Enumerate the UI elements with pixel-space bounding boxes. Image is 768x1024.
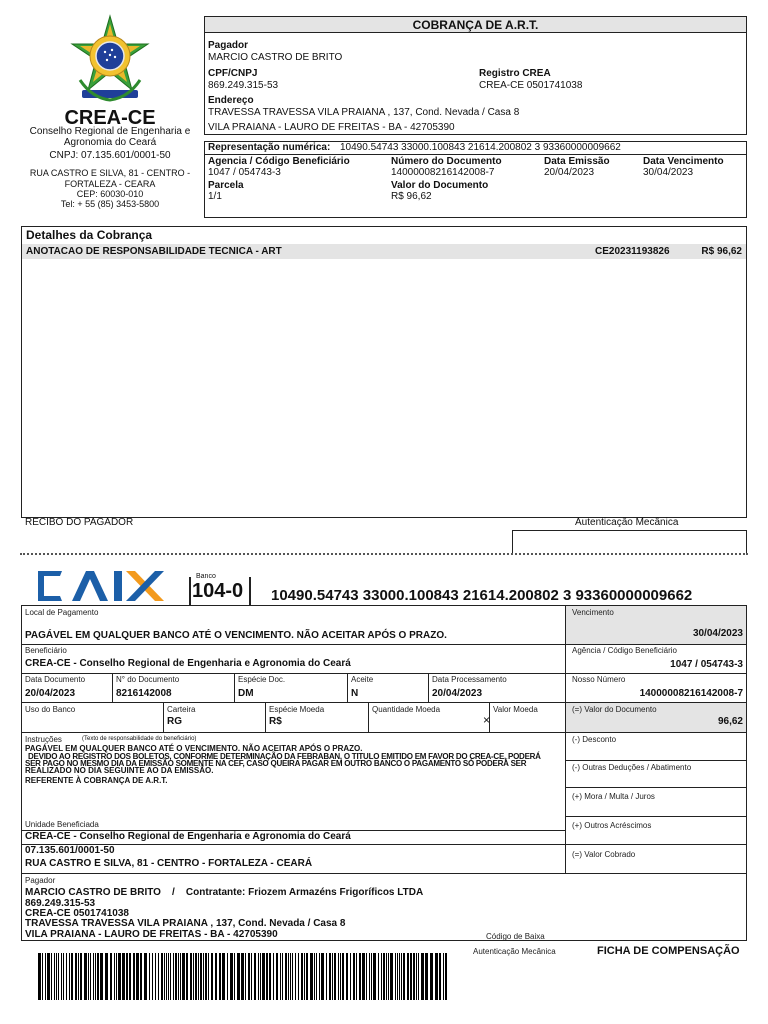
agencia-label: Agência / Código Beneficiário	[572, 646, 677, 655]
art-cpf-label: CPF/CNPJ	[208, 68, 258, 79]
ndoc-value: 8216142008	[116, 688, 172, 699]
details-box	[21, 226, 747, 518]
auth-label: Autenticação Mecânica	[473, 947, 556, 956]
ndoc-label: N° do Documento	[116, 675, 180, 684]
pagador-label: Pagador	[25, 876, 56, 885]
especie-label: Espécie Doc.	[238, 675, 286, 684]
desconto-label: (-) Desconto	[572, 735, 617, 744]
instr-line5: REFERENTE À COBRANÇA DE A.R.T.	[25, 776, 168, 785]
brasil-crest-icon	[62, 14, 158, 106]
instr-note: (Texto de responsabilidade do beneficiário)	[82, 736, 197, 742]
art-emissao: 20/04/2023	[544, 167, 595, 178]
art-registro: CREA-CE 0501741038	[479, 80, 583, 91]
art-parcela-label: Parcela	[208, 180, 244, 191]
instr-line2: DEVIDO AO REGISTRO DOS BOLETOS, CONFORME DETERMINAÇÃO DA FEBRABAN, O TITULO EMITIDO EM FAVOR DO CREA-CE, PODERÁ	[28, 752, 541, 761]
unidade-line3: RUA CASTRO E SILVA, 81 - CENTRO - FORTALEZA - CEARÁ	[25, 858, 313, 869]
venc-label: Vencimento	[572, 608, 614, 617]
ficha-label: FICHA DE COMPENSAÇÃO	[597, 945, 740, 957]
valormoeda-value: ×	[483, 713, 491, 727]
art-pagador: MARCIO CASTRO DE BRITO	[208, 52, 343, 63]
instr-line1: PAGÁVEL EM QUALQUER BANCO ATÉ O VENCIMENTO. NÃO ACEITAR APÓS O PRAZO.	[25, 744, 363, 753]
art-agencia: 1047 / 054743-3	[208, 167, 281, 178]
valordoc-label: (=) Valor do Documento	[572, 705, 657, 714]
issuer-cnpj: CNPJ: 07.135.601/0001-50	[49, 150, 171, 161]
aceite-label: Aceite	[351, 675, 374, 684]
valordoc-value: 96,62	[717, 716, 743, 727]
especie-value: DM	[238, 688, 254, 699]
nosso-value: 14000008216142008-7	[639, 688, 743, 699]
venc-value: 30/04/2023	[692, 628, 743, 639]
unidade-line2: 07.135.601/0001-50	[25, 845, 115, 856]
art-endereco-label: Endereço	[208, 95, 254, 106]
banco-code: 104-0	[192, 580, 244, 602]
instr-line3: SER PAGO NO MESMO DIA DA EMISSÃO SOMENTE NA CEF, CASO QUEIRA PAGAR EM OUTRO BANCO O PAGAMENTO SÓ PODERÁ SER	[25, 759, 527, 768]
codbaixa-label: Código de Baixa	[486, 932, 545, 941]
uso-label: Uso do Banco	[25, 705, 76, 714]
linha-digitavel: 10490.54743 33000.100843 21614.200802 3 93360000009662	[271, 587, 693, 604]
cobrado-label: (=) Valor Cobrado	[572, 850, 636, 859]
issuer-address-line1: RUA CASTRO E SILVA, 81 - CENTRO -	[29, 168, 191, 178]
nosso-label: Nosso Número	[572, 675, 626, 684]
pagador-line1: MARCIO CASTRO DE BRITO / Contratante: Friozem Armazéns Frigoríficos LTDA	[25, 887, 424, 898]
especiemoeda-label: Espécie Moeda	[269, 705, 325, 714]
art-title: COBRANÇA DE A.R.T.	[205, 17, 746, 33]
details-item-code: CE20231193826	[595, 246, 670, 257]
pagador-line5: VILA PRAIANA - LAURO DE FREITAS - BA - 42705390	[25, 929, 278, 940]
carteira-label: Carteira	[167, 705, 196, 714]
cut-line	[20, 553, 748, 555]
dataproc-value: 20/04/2023	[432, 688, 483, 699]
dataproc-label: Data Processamento	[432, 675, 507, 684]
unidade-label: Unidade Beneficiada	[25, 820, 99, 829]
caixa-logo	[36, 569, 168, 603]
instr-label: Instruções	[25, 735, 62, 744]
mora-label: (+) Mora / Multa / Juros	[572, 792, 655, 801]
unidade-line1: CREA-CE - Conselho Regional de Engenharia e Agronomia do Ceará	[25, 831, 351, 842]
aceite-value: N	[351, 688, 359, 699]
datadoc-label: Data Documento	[25, 675, 86, 684]
art-vencimento: 30/04/2023	[643, 167, 694, 178]
datadoc-value: 20/04/2023	[25, 688, 76, 699]
benef-label: Beneficiário	[25, 646, 67, 655]
issuer-address-line2: FORTALEZA - CEARA	[64, 179, 156, 189]
art-endereco-line2: VILA PRAIANA - LAURO DE FREITAS - BA - 42705390	[208, 122, 455, 133]
details-item-desc: ANOTACAO DE RESPONSABILIDADE TECNICA - ART	[26, 246, 282, 257]
art-cpf: 869.249.315-53	[208, 80, 279, 91]
banco-label: Banco	[196, 573, 216, 580]
art-valor: R$ 96,62	[391, 191, 432, 202]
art-pagador-label: Pagador	[208, 40, 249, 51]
pagador-line3: CREA-CE 0501741038	[25, 908, 129, 919]
recibo-auth-box	[512, 530, 747, 555]
recibo-label: RECIBO DO PAGADOR	[25, 517, 134, 528]
details-item-value: R$ 96,62	[701, 246, 742, 257]
deducoes-label: (-) Outras Deduções / Abatimento	[572, 763, 692, 772]
art-valor-label: Valor do Documento	[391, 180, 489, 191]
details-title: Detalhes da Cobrança	[26, 228, 153, 242]
issuer-phone: Tel: + 55 (85) 3453-5800	[60, 199, 160, 209]
pagador-line2: 869.249.315-53	[25, 898, 96, 909]
pagador-line4: TRAVESSA TRAVESSA VILA PRAIANA , 137, Cond. Nevada / Casa 8	[25, 918, 346, 929]
qtd-label: Quantidade Moeda	[372, 705, 441, 714]
agencia-value: 1047 / 054743-3	[670, 659, 743, 670]
issuer-fullname: Conselho Regional de Engenharia e Agronomia do Ceará	[29, 126, 191, 148]
art-representacao: 10490.54743 33000.100843 21614.200802 3 93360000009662	[340, 142, 621, 153]
art-numdoc-label: Número do Documento	[391, 156, 502, 167]
issuer-cep: CEP: 60030-010	[76, 189, 144, 199]
art-endereco-line1: TRAVESSA TRAVESSA VILA PRAIANA , 137, Cond. Nevada / Casa 8	[208, 107, 520, 118]
instr-line4: REALIZADO NO DIA SEGUINTE AO DA EMISSÃO.	[25, 766, 214, 775]
recibo-auth-label: Autenticação Mecânica	[575, 517, 679, 528]
art-representacao-label: Representação numérica:	[208, 142, 331, 153]
benef-value: CREA-CE - Conselho Regional de Engenharia e Agronomia do Ceará	[25, 658, 351, 669]
barcode	[38, 953, 450, 1000]
art-emissao-label: Data Emissão	[544, 156, 610, 167]
art-numdoc: 14000008216142008-7	[391, 167, 495, 178]
especiemoeda-value: R$	[269, 716, 282, 727]
issuer-name: CREA-CE	[64, 107, 156, 129]
carteira-value: RG	[167, 716, 182, 727]
local-label: Local de Pagamento	[25, 608, 99, 617]
acrescimos-label: (+) Outros Acréscimos	[572, 821, 652, 830]
art-registro-label: Registro CREA	[479, 68, 551, 79]
local-value: PAGÁVEL EM QUALQUER BANCO ATÉ O VENCIMENTO. NÃO ACEITAR APÓS O PRAZO.	[25, 630, 447, 641]
art-vencimento-label: Data Vencimento	[643, 156, 724, 167]
art-agencia-label: Agencia / Código Beneficiário	[208, 156, 350, 167]
art-parcela: 1/1	[208, 191, 222, 202]
valormoeda-label: Valor Moeda	[493, 705, 538, 714]
